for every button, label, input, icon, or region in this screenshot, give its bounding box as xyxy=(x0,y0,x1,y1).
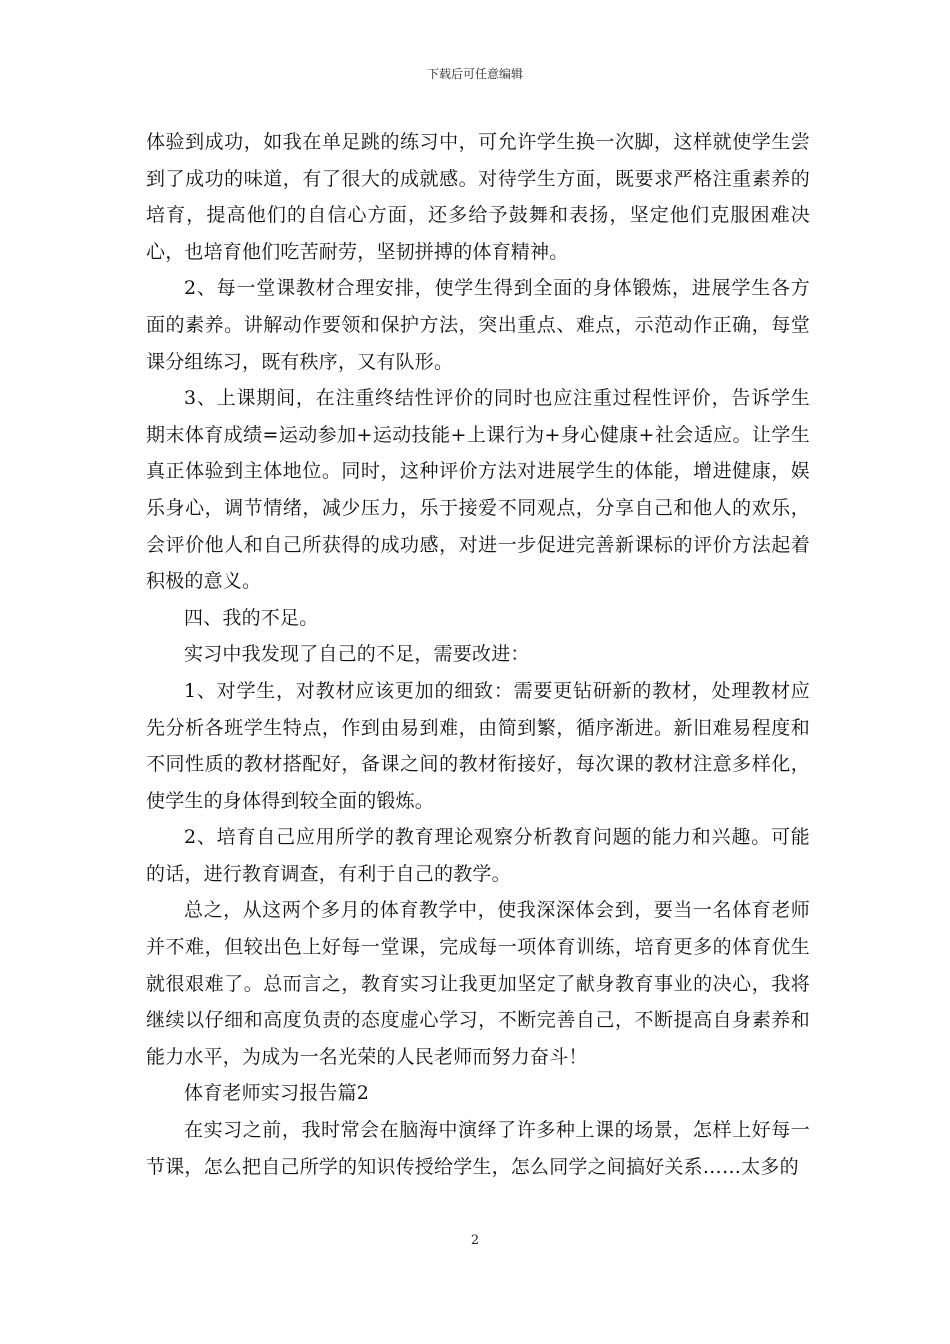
paragraph-shortcoming-1: 1、对学生，对教材应该更加的细致：需要更钻研新的教材，处理教材应先分析各班学生特点，作到由易到难，由简到繁，循序渐进。新旧难易程度和不同性质的教材搭配好，备课之间的教材衔接好，每次课的教材注意多样化，使学生的身体得到较全面的锻炼。 xyxy=(146,679,810,812)
document-body xyxy=(146,124,810,1185)
page-header: 下载后可任意编辑 xyxy=(426,67,523,81)
page-number: 2 xyxy=(470,1233,480,1248)
paragraph-report-2-intro: 在实习之前，我时常会在脑海中演绎了许多种上课的场景，怎样上好每一节课，怎么把自己所学的知识传授给学生，怎么同学之间搞好关系……太多的 xyxy=(146,1119,810,1178)
paragraph-item-2: 2、每一堂课教材合理安排，使学生得到全面的身体锻炼，进展学生各方面的素养。讲解动作要领和保护方法，突出重点、难点，示范动作正确，每堂课分组练习，既有秩序，又有队形。 xyxy=(146,277,810,373)
paragraph-intro-shortcomings: 实习中我发现了自己的不足，需要改进： xyxy=(184,643,530,666)
paragraph-item-3: 3、上课期间，在注重终结性评价的同时也应注重过程性评价，告诉学生期末体育成绩=运动参加+运动技能+上课行为+身心健康+社会适应。让学生真正体验到主体地位。同时，这种评价方法对进展学生的体能，增进健康，娱乐身心，调节情绪，减少压力，乐于接爱不同观点，分享自己和他人的欢乐，会评价他人和自己所获得的成功感，对进一步促进完善新课标的评价方法起着积极的意义。 xyxy=(146,387,810,593)
paragraph-conclusion: 总之，从这两个多月的体育教学中，使我深深体会到，要当一名体育老师并不难，但较出色上好每一堂课，完成每一项体育训练，培育更多的体育优生就很艰难了。总而言之，教育实习让我更加坚定了献身教育事业的决心，我将继续以仔细和高度负责的态度虚心学习，不断完善自己，不断提高自身素养和能力水平，为成为一名光荣的人民老师而努力奋斗！ xyxy=(146,899,810,1068)
paragraph-continuation: 体验到成功，如我在单足跳的练习中，可允许学生换一次脚，这样就使学生尝到了成功的味道，有了很大的成就感。对待学生方面，既要求严格注重素养的培育，提高他们的自信心方面，还多给予鼓舞和表扬，坚定他们克服困难决心，也培育他们吃苦耐劳，坚韧拼搏的体育精神。 xyxy=(146,131,810,263)
paragraph-shortcoming-2: 2、培育自己应用所学的教育理论观察分析教育问题的能力和兴趣。可能的话，进行教育调查，有利于自己的教学。 xyxy=(146,826,810,885)
section-title-report-2: 体育老师实习报告篇2 xyxy=(184,1082,370,1105)
section-heading-shortcomings: 四、我的不足。 xyxy=(184,606,319,629)
